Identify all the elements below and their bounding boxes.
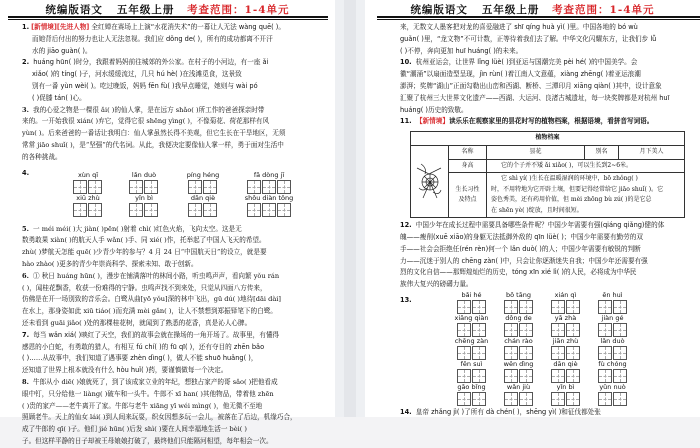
- answer-box[interactable]: [613, 300, 627, 314]
- question-number: 7.: [22, 330, 30, 339]
- pinyin-grid-item: [60, 194, 116, 217]
- answer-box[interactable]: [613, 346, 627, 360]
- question-line: guǎn( )里，“龙文物”不可计数，正等待着我们去了解。中华文化闪耀东方，让我们步 lǚ: [400, 34, 657, 43]
- pinyin-grid-item: [495, 291, 542, 314]
- answer-box[interactable]: [551, 346, 565, 360]
- answer-box[interactable]: [88, 203, 102, 217]
- answer-box[interactable]: [566, 323, 580, 337]
- table-value: [487, 173, 685, 218]
- question-line: 徽“潮涌”以扇面造型呈现，jìn rùn( )着江南人文意蕴，xiàng zhēng( )着亚运浪潮: [400, 70, 641, 79]
- question-number: 1.: [22, 23, 30, 31]
- answer-box[interactable]: [457, 392, 471, 406]
- question-line: 我的心爱之物是一棵很 ǎi( )的仙人掌，是在远方 shǎo( )所工作的爸爸探亲时带: [33, 105, 265, 114]
- pinyin: fěn suì: [460, 359, 483, 368]
- question-line: ( )不停，奔向更加 huī huáng( )的未来。: [400, 46, 523, 55]
- answer-box[interactable]: [598, 392, 612, 406]
- answer-box[interactable]: [551, 300, 565, 314]
- pinyin-grid-item: [448, 291, 495, 314]
- table-value: 昙花: [487, 146, 585, 160]
- answer-box[interactable]: [457, 369, 471, 383]
- answer-box[interactable]: [457, 300, 471, 314]
- pinyin-grid-item: [448, 314, 495, 337]
- pinyin-grid-item: [589, 383, 636, 406]
- plant-profile-table: [410, 131, 685, 218]
- answer-box[interactable]: [472, 369, 486, 383]
- page-right: [365, 0, 700, 417]
- pinyin-grid-item: [542, 383, 589, 406]
- question-3: [22, 105, 292, 164]
- question-line: 别有一番 yùn wèi( )。吃过晚饭，妈妈 fēn fù( )我早点睡觉，她则与 wài pó: [32, 81, 258, 90]
- question-tag: [新情境][先进人物]: [31, 23, 90, 31]
- header-grade: 五年级上册: [481, 4, 540, 16]
- question-14: [400, 407, 692, 419]
- question-prompt: 读乐乐在观察家里的昙花时写的植物档案，根据语境，看拼音写词语。: [448, 117, 654, 126]
- table-title: 植物档案: [411, 132, 685, 146]
- left-content: [22, 22, 297, 448]
- question-5: [22, 224, 292, 271]
- answer-box[interactable]: [598, 300, 612, 314]
- question-line: 在水上，那身姿如此 xiū tiáo( )而充满 mèi gǎn( )，让人不禁想到郑振铎笔下的白鹭。: [22, 307, 277, 316]
- pinyin: chēng zàn: [454, 336, 489, 345]
- page-gutter: [335, 0, 365, 417]
- pinyin-grid-row: [448, 383, 636, 406]
- question-line: 感恩的小白蛇，有勇敢的猎人，有相互 fú chí( )的 fū qī( )，还有夺目的 zhēn bǎo: [22, 342, 265, 351]
- question-line: 烈的文化自信——那辉煌灿烂的历史，tóng xīn xié lì( )的人民，必将成为中华民: [400, 268, 637, 277]
- answer-box[interactable]: [566, 392, 580, 406]
- question-number: 12.: [400, 221, 412, 230]
- question-number: 3.: [22, 105, 29, 114]
- question-line: ① 秋日 huáng hūn( )，漫步在铺满落叶的林间小路，听虫鸣声声，看向繁 yǒu rán: [33, 271, 280, 280]
- pinyin: yǐn bì: [556, 382, 575, 391]
- header-scope: 考查范围：1-4单元: [187, 4, 290, 16]
- page-header: [365, 2, 700, 16]
- right-content: [400, 22, 692, 419]
- answer-box[interactable]: [472, 323, 486, 337]
- pinyin: shǒu diàn tǒng: [244, 193, 294, 202]
- pinyin-grid-item: [448, 337, 495, 360]
- pinyin-grid-item: [116, 194, 172, 217]
- pinyin: xiāng qiàn: [454, 313, 489, 322]
- answer-box[interactable]: [598, 323, 612, 337]
- question-line: 皇帝 zhǎng jì( )了所有 dà chén( )，shēng yì( )和征伐都处张: [415, 407, 601, 416]
- question-number: 8.: [22, 377, 29, 386]
- pinyin: yǐn bì: [135, 193, 153, 202]
- pinyin: gāo bǐng: [457, 382, 486, 391]
- answer-box[interactable]: [504, 369, 518, 383]
- header-book: 统编版语文: [410, 4, 468, 16]
- question-number: 10.: [400, 58, 412, 67]
- question-1: [22, 22, 292, 57]
- question-line: 力——沉迷于别人的 chēng zàn( )中，只会让你逐渐迷失自我；中国少年还需要有强: [400, 256, 648, 265]
- pinyin: fā dòng jī: [253, 170, 285, 179]
- pinyin-grid-item: [542, 291, 589, 314]
- answer-box[interactable]: [504, 300, 518, 314]
- question-line: 手——社会会拒绝任(rén rèn)何一个 lǎn duò( )的人；中国少年需要有敏锐的判断: [400, 244, 641, 253]
- question-line: 而她背后付出的努力也让人无法忽视。我们应 dǒng de( )，所有的成功都离不开汗: [32, 34, 273, 43]
- question-number: 14.: [400, 407, 412, 416]
- question-line: huáng hūn( )时分，我跟着妈妈前往城郊的外公家。在村子的小河边，有一座 ǎi: [33, 58, 269, 67]
- question-number: 5.: [22, 224, 29, 233]
- question-line: ( )，闻桂花飘香，收获一份难得的宁静。虫鸣声找不到来处，只觉从四面八方传来，: [22, 283, 267, 292]
- header-rule-thin: [377, 19, 700, 20]
- answer-box[interactable]: [566, 369, 580, 383]
- pinyin: fù chóng: [598, 359, 627, 368]
- question-line: 的各种挑战。: [22, 152, 62, 161]
- header-book: 统编版语文: [45, 4, 103, 16]
- table-line: 它 shì yí( )生长在温暖湿润的环境中，bō zhǒng( ): [501, 175, 638, 183]
- pinyin-grid-item: [542, 314, 589, 337]
- header-grade: 五年级上册: [116, 4, 175, 16]
- answer-box[interactable]: [73, 203, 87, 217]
- pinyin-grid-item: [495, 383, 542, 406]
- header-rule-thin: [8, 19, 328, 20]
- pinyin-grid: [448, 291, 636, 406]
- answer-box[interactable]: [457, 346, 471, 360]
- pinyin: xùn qī: [77, 170, 99, 179]
- table-value: 月下美人: [619, 146, 685, 160]
- table-label: 生长习性及特点: [449, 173, 487, 218]
- answer-box[interactable]: [504, 323, 518, 337]
- answer-box[interactable]: [262, 203, 276, 217]
- answer-box[interactable]: [598, 346, 612, 360]
- question-4: [22, 164, 292, 224]
- question-7: [22, 330, 292, 377]
- pinyin-grid-item: [589, 314, 636, 337]
- answer-box[interactable]: [598, 369, 612, 383]
- table-line: 在 shēn yè( )绽放，且时间很短。: [491, 206, 583, 214]
- table-label: 身高: [449, 159, 487, 173]
- question-line: 来，无数文人墨客把对龙的喜爱融进了 shī qíng huà yì( )里。中国各地的 bó wù: [400, 23, 638, 31]
- question-line: 仿佛是在开一场别致的音乐会。白鹭从曲[yō yǒu]深的林中飞出，gū dú( )地待[dāi dài]: [22, 295, 281, 304]
- question-line: zhù( )梦航天怎能 quē( )少青少年的参与？4 月 24 日“中国航天日”的设立，就是要: [22, 248, 267, 257]
- pinyin: jiàn gé: [601, 313, 624, 322]
- question-number: 13.: [400, 295, 412, 304]
- question-number: 2.: [22, 58, 30, 67]
- question-line: 来的。一开始我很 xián( )弃它，觉得它很 shēng yìng( )，不像菊花、荷花那样有风: [22, 117, 270, 126]
- pinyin-grid-item: [589, 291, 636, 314]
- question-line: 中国少年在成长过程中需要具备哪些条件呢？中国少年需要有强(qiáng qiǎng)健的体: [415, 221, 665, 230]
- pinyin: dān qiè: [190, 193, 216, 202]
- question-line: 族伟大复兴的磅礴力量。: [400, 280, 473, 289]
- question-10: [400, 57, 692, 116]
- pinyin-grid-row: [448, 337, 636, 360]
- answer-box[interactable]: [277, 203, 291, 217]
- pinyin-grid-item: [448, 360, 495, 383]
- question-line: xiǎo( )的 tíng( )子，河水缓缓流过，几只 hú hè( )在浅滩觅食，这景致: [32, 70, 242, 79]
- pinyin: xián qì: [554, 290, 577, 299]
- question-line: 魄——瘦削(xuē xiāo)的身躯无法抵御外敌的 qīn lüè( )；中国少年需要有勤劳的双: [400, 232, 643, 241]
- question-number: 11.: [400, 117, 412, 126]
- answer-box[interactable]: [566, 300, 580, 314]
- question-number: 4.: [22, 168, 30, 177]
- pinyin-grid-row: [448, 291, 636, 314]
- question-line: 澎湃；奖牌“湖山”正面勾勒出山峦和西湖、断桥、三潭印月 xiāng qiàn( )其中，设计意象: [400, 81, 662, 90]
- answer-box[interactable]: [519, 369, 533, 383]
- answer-box[interactable]: [519, 392, 533, 406]
- answer-box[interactable]: [519, 346, 533, 360]
- question-line: 全红婵在赛场上上演“水花消失术”的一幕让人无法 wàng quē( )。: [91, 23, 285, 31]
- pinyin-grid-row: [448, 314, 636, 337]
- pinyin: jiān zhù: [552, 336, 579, 345]
- question-line: ( )促膝 tán( )心。: [32, 93, 86, 102]
- question-line: 牛郎从小 diē( )娘就死了，到了该成家立业的年纪，想独占家产的哥 sǎo( )把他看成: [33, 377, 278, 386]
- answer-box[interactable]: [551, 323, 565, 337]
- pinyin-grid-item: [589, 360, 636, 383]
- answer-box[interactable]: [613, 392, 627, 406]
- question-line: ( )……从故事中，我们知道了遇事要 zhèn dìng( )，做人不能 shuō huǎng( )，: [22, 354, 258, 363]
- question-line: 还知道了世界上根本就没有什么 hòu huǐ( )药，要谨慎做每一个决定。: [22, 366, 228, 375]
- pinyin-grid-row: [448, 360, 636, 383]
- answer-box[interactable]: [472, 392, 486, 406]
- question-tag: 【新情境】: [415, 117, 449, 126]
- question-line: 每当 wǎn xiá( )映红了天空，我们的故事会就在操场的一角开场了。故事里，有懂得: [33, 330, 280, 339]
- question-13: [400, 291, 692, 407]
- header-rule: [8, 16, 328, 18]
- answer-box[interactable]: [613, 323, 627, 337]
- answer-box[interactable]: [247, 203, 261, 217]
- question-8: [22, 377, 297, 448]
- pinyin: dǒng de: [505, 313, 532, 322]
- pinyin-grid-item: [234, 194, 304, 217]
- pinyin: chán rào: [504, 336, 533, 345]
- pinyin: bō tāng: [506, 290, 531, 299]
- question-line: 水的 jiāo guàn( )。: [32, 46, 92, 55]
- answer-box[interactable]: [129, 203, 143, 217]
- header-scope: 考查范围：1-4单元: [552, 4, 655, 16]
- answer-box[interactable]: [519, 300, 533, 314]
- pinyin: wěn dìng: [503, 359, 534, 368]
- pinyin-grid-item: [172, 194, 234, 217]
- pinyin-grid-item: [495, 337, 542, 360]
- answer-box[interactable]: [188, 203, 202, 217]
- answer-box[interactable]: [519, 323, 533, 337]
- answer-box[interactable]: [203, 203, 217, 217]
- question-line: 常常 jiāo shuǐ( )，是“坚强”的代名词。从此，我便决定要像仙人掌一样，勇于面对生活中: [22, 140, 284, 149]
- question-line: 还未看到 guāi jiǎo( )处的那棵桂花树，就闻到了熟悉的花香，真是沁人心脾。: [22, 318, 252, 327]
- question-line: yùn( )。后来爸爸的一番话让我明白：仙人掌虽然长得不美观，但它生长在干旱地区，无须: [22, 129, 286, 138]
- flower-illustration-icon: [413, 158, 447, 206]
- pinyin-grid-item: [495, 360, 542, 383]
- question-number: 6.: [22, 271, 29, 280]
- question-line: 一 méi méi( )大 jiàn( )pēn( )射着 chì( )红色火焰，飞向太空。这是无: [33, 224, 242, 233]
- pinyin: píng héng: [186, 170, 220, 179]
- question-line: 成了牛郎的 qī( )子。他们 jié hūn( )后发 shì( )要在人间幸福地生活一 bèi( ): [22, 425, 248, 434]
- pinyin: lǎn duò: [131, 170, 157, 179]
- question-line: hào zhào( )更多的青少年崇尚科学、探索未知、敢于创新。: [22, 259, 198, 268]
- question-line: 照顾老牛。天上的仙女 lái( )到人间来玩耍，织女因想多玩一会儿，被落在了后边，机缘巧合，: [22, 413, 297, 422]
- question-6: [22, 271, 292, 330]
- page-left: [0, 0, 335, 445]
- question-11: [400, 116, 692, 218]
- pinyin-grid-item: [589, 337, 636, 360]
- flower-illustration-cell: [411, 146, 449, 218]
- pinyin-grid-item: [448, 383, 495, 406]
- answer-box[interactable]: [504, 392, 518, 406]
- question-line: ( )贵的家产——老牛离开了家。牛郎与老牛 xiāng yī wéi mìng( )，他无微不至地: [22, 401, 263, 410]
- question-line: 杭州亚运会，让世界 lǐng lüè( )到亚运与国潮完美 pèi hé( )的中国美学。会: [415, 58, 638, 67]
- table-line: 时，不用特地为它开辟土壤，但要记得经常给它 jiāo shuǐ( )。它: [491, 185, 664, 193]
- question-line: 子。但这样平静的日子却被王母娘娘打破了，最终他们只能隔河相望，每年相会一次。: [22, 436, 273, 445]
- answer-box[interactable]: [472, 300, 486, 314]
- answer-box[interactable]: [551, 369, 565, 383]
- pinyin: dān qiè: [553, 359, 578, 368]
- question-line: 数勇敢果 xiàn( )的航天人手 wǎn( )手、同 xié( )作，托举起了中国人飞天的希望。: [22, 236, 266, 245]
- table-value: 它的个子并不矮 ǎi xiǎo( )，可以生长到2~6米。: [487, 159, 685, 173]
- pinyin-grid-item: [495, 314, 542, 337]
- pinyin: yǔn nuò: [599, 382, 626, 391]
- table-label: 别名: [585, 146, 619, 160]
- pinyin: bǎi hé: [461, 290, 482, 299]
- pinyin: yā zhà: [554, 313, 577, 322]
- pinyin-grid-row: [60, 187, 304, 217]
- answer-box[interactable]: [551, 392, 565, 406]
- table-label: 名称: [449, 146, 487, 160]
- answer-box[interactable]: [566, 346, 580, 360]
- question-12: [400, 220, 692, 291]
- answer-box[interactable]: [613, 369, 627, 383]
- header-rule: [377, 16, 700, 18]
- answer-box[interactable]: [457, 323, 471, 337]
- question-line: 眼中钉，只分给他一 liàng( )破车和一头牛。牛郎不 xī han( )其他物品，带着他 zhēn: [22, 389, 274, 398]
- answer-box[interactable]: [472, 346, 486, 360]
- pinyin: ēn huì: [602, 290, 623, 299]
- pinyin: wǎn jiù: [506, 382, 531, 391]
- pinyin: lǎn duò: [600, 336, 625, 345]
- question-9-continued: [400, 22, 692, 57]
- question-2: [22, 57, 292, 104]
- question-line: huáng( )历史的致敬。: [400, 105, 468, 114]
- pinyin-grid-item: [542, 360, 589, 383]
- page-header: [0, 2, 335, 16]
- answer-box[interactable]: [144, 203, 158, 217]
- question-line: 汇聚了杭州三大世界文化遗产——西湖、大运河、良渚古城遗址，每一块奖牌都是对杭州 huī: [400, 93, 670, 102]
- table-line: 姿色秀美，还有药用价值，但 mèi zhōng bù zú( )的是它总: [491, 196, 652, 204]
- pinyin: xiū zhù: [76, 193, 100, 202]
- pinyin-grid-item: [542, 337, 589, 360]
- answer-box[interactable]: [504, 346, 518, 360]
